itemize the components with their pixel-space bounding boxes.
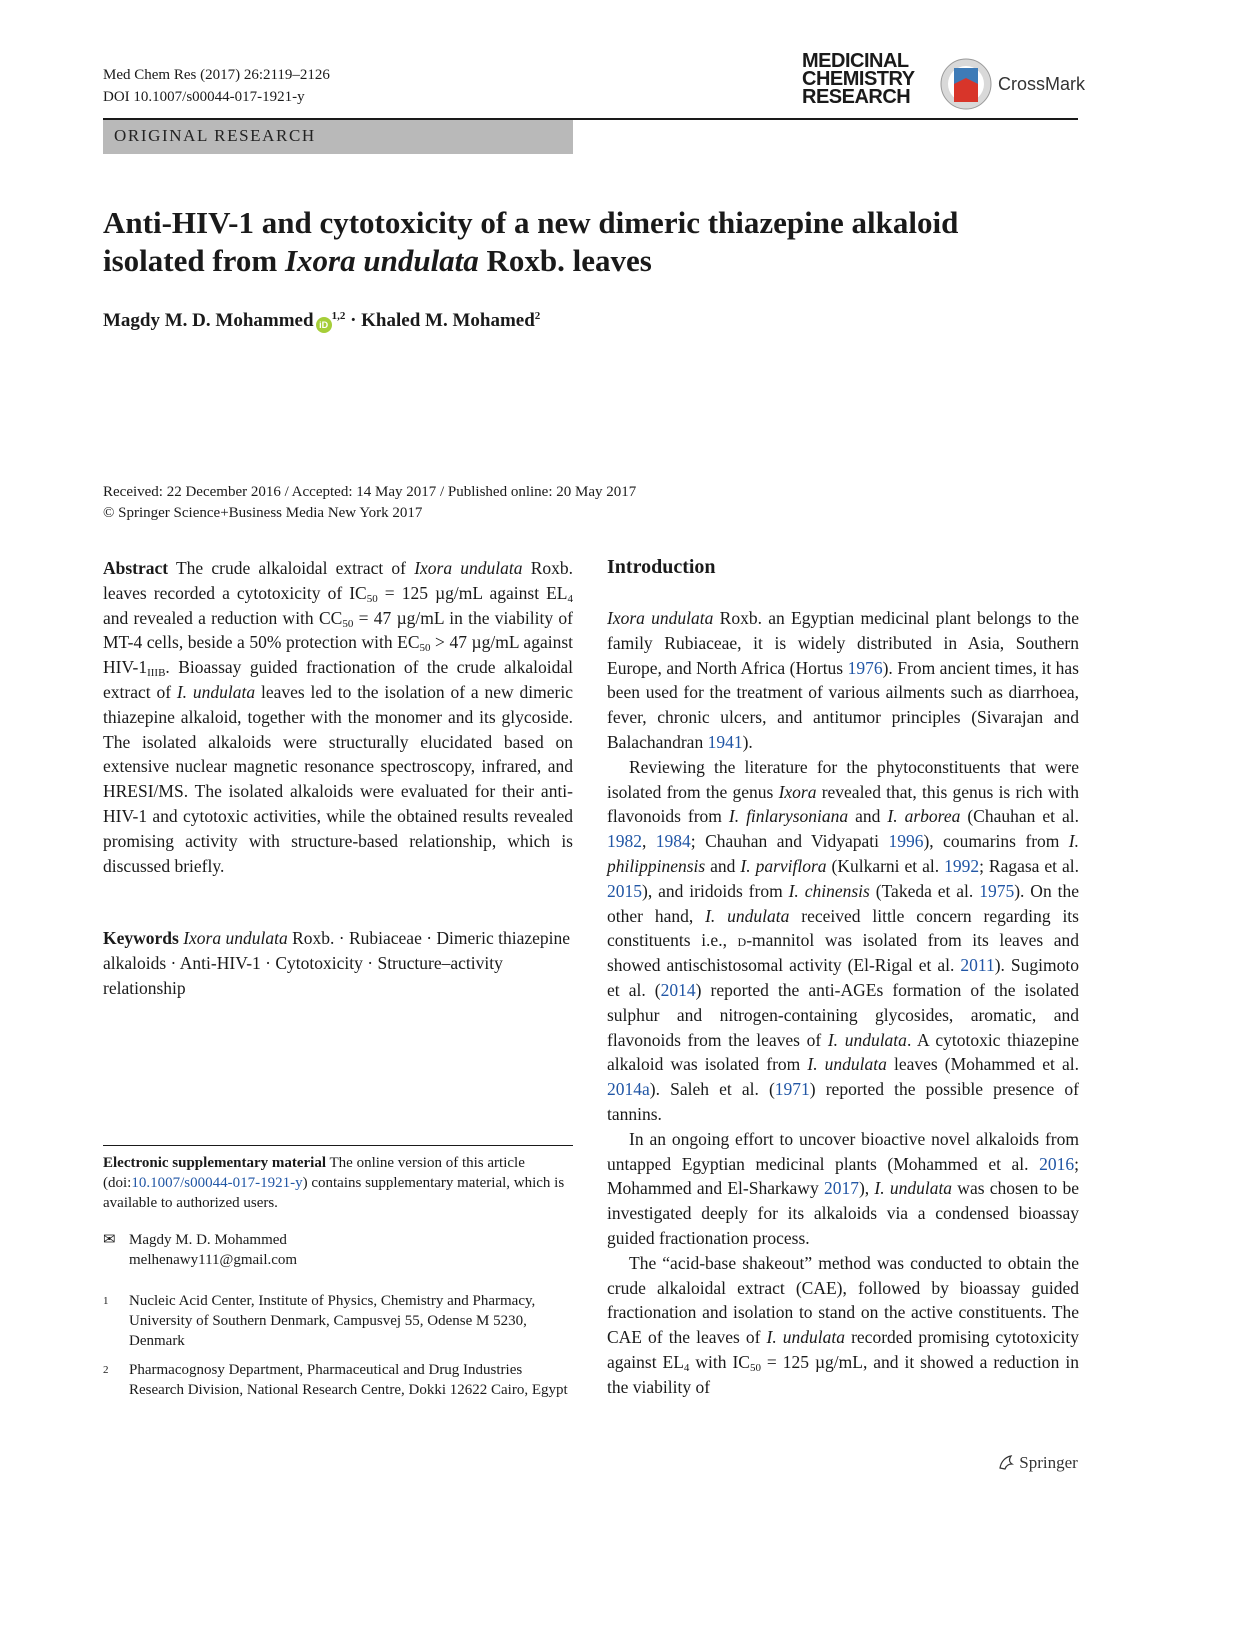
title-suffix: Roxb. leaves xyxy=(478,243,652,278)
article-title xyxy=(103,204,1063,280)
author-1[interactable]: Magdy M. D. Mohammed xyxy=(103,310,314,331)
logo-line-1: MEDICINAL xyxy=(802,50,909,72)
journal-reference: Med Chem Res (2017) 26:2119–2126 xyxy=(103,67,330,83)
esm-note: Electronic supplementary material The online version of this article (doi:10.1007/s00044-017-1921-y) contains supplementary material, which is available to authorized users. xyxy=(103,1155,565,1211)
envelope-icon: ✉ xyxy=(103,1232,116,1248)
keywords-label: Keywords xyxy=(103,928,179,948)
intro-paragraph-4: The “acid-base shakeout” method was conducted to obtain the crude alkaloidal extract (CAE), followed by bioassay guided fractionation and isolation to stand on the active constituents. The CAE of the leaves of I. undulata recorded promising cytotoxicity against $EL_4$ with $IC_{50} = 125$ µg/mL, and it showed a reduction in the viability of xyxy=(607,1252,1079,1397)
history-dates: Received: 22 December 2016 / Accepted: 14 May 2017 / Published online: 20 May 2017 xyxy=(103,484,637,500)
affiliation-2-number: 2 xyxy=(103,1364,109,1376)
author-list xyxy=(103,310,540,333)
esm-label: Electronic supplementary material xyxy=(103,1155,327,1171)
affiliation-1 xyxy=(103,1291,573,1353)
affiliation-2-text: Pharmacognosy Department, Pharmaceutical and Drug Industries Research Division, National Research Centre, Dokki 12622 Cairo, Egypt xyxy=(129,1362,568,1398)
author-2[interactable]: Khaled M. Mohamed xyxy=(361,310,535,331)
author-2-affiliation: 2 xyxy=(534,310,541,322)
affiliation-1-number: 1 xyxy=(103,1295,109,1307)
logo-line-3: RESEARCH xyxy=(802,86,911,108)
author-separator: · xyxy=(345,310,362,331)
title-species: Ixora undulata xyxy=(284,243,479,278)
copyright: © Springer Science+Business Media New York 2017 xyxy=(103,505,423,521)
section-tag xyxy=(103,120,573,154)
corresponding-email[interactable]: melhenawy111@gmail.com xyxy=(129,1252,298,1268)
logo-line-2: CHEMISTRY xyxy=(802,68,915,90)
journal-logo[interactable] xyxy=(802,52,932,106)
springer-horse-icon xyxy=(997,1453,1015,1471)
springer-logo xyxy=(997,1453,1078,1473)
author-1-affiliation: 1,2 xyxy=(331,310,346,322)
esm-doi-link[interactable]: 10.1007/s00044-017-1921-y xyxy=(131,1175,303,1191)
orcid-icon[interactable]: iD xyxy=(316,317,332,333)
section-label: ORIGINAL RESEARCH xyxy=(114,126,316,145)
abstract: Abstract The crude alkaloidal extract of Ixora undulata Roxb. leaves recorded a cytotoxicity of $IC_{50} = 125$ µg/mL against $EL_4$ and revealed a reduction with $CC_{50} = 47$ µg/mL in the viability of MT-4 cells, beside a 50% protection with $EC_{50} > 47$ µg/mL against HIV-$1_{IIIB}$. Bioassay guided fractionation of the crude alkaloidal extract of I. undulata leaves led to the isolation of a new dimeric thiazepine alkaloid, together with the monomer and its glycoside. The isolated alkaloids were structurally elucidated based on extensive nuclear magnetic resonance spectroscopy, infrared, and HRESI/MS. The isolated alkaloids were evaluated for their anti-HIV-1 and cytotoxic activities, while the obtained results revealed promising activity with structure-based relationship, which is discussed briefly. xyxy=(103,558,574,876)
intro-paragraph-1: Ixora undulata Roxb. an Egyptian medicinal plant belongs to the family Rubiaceae, it is widely distributed in Asia, Southern Europe, and North Africa (Hortus 1976). From ancient times, it has been used for the treatment of various ailments such as diarrhoea, fever, chronic ulcers, and antitumor principles (Sivarajan and Balachandran 1941). xyxy=(607,608,1079,752)
introduction-heading: Introduction xyxy=(607,556,716,578)
publisher-name: Springer xyxy=(1019,1453,1078,1472)
crossmark-icon[interactable] xyxy=(940,58,992,110)
footnote-rule xyxy=(103,1145,573,1146)
introduction-body xyxy=(607,606,1079,1400)
abstract-label: Abstract xyxy=(103,558,169,578)
doi: DOI 10.1007/s00044-017-1921-y xyxy=(103,89,305,105)
keywords: Keywords Ixora undulata Roxb. · Rubiaceae · Dimeric thiazepine alkaloids · Anti-HIV-1 · Cytotoxicity · Structure–activity relationship xyxy=(103,928,571,998)
title-text: Anti-HIV-1 and cytotoxicity of a new dimeric thiazepine alkaloid isolated from xyxy=(103,205,959,278)
intro-paragraph-3: In an ongoing effort to uncover bioactive novel alkaloids from untapped Egyptian medicinal plants (Mohammed et al. 2016; Mohammed and El-Sharkawy 2017), I. undulata was chosen to be investigated deeply for its alkaloids via a condensed bioassay guided fractionation process. xyxy=(607,1128,1079,1248)
crossmark-label[interactable]: CrossMark xyxy=(998,74,1086,94)
affiliation-1-text: Nucleic Acid Center, Institute of Physics, Chemistry and Pharmacy, University of Southern Denmark, Campusvej 55, Odense M 5230, Denmark xyxy=(129,1293,536,1349)
corresponding-name: Magdy M. D. Mohammed xyxy=(129,1232,287,1248)
article-dates xyxy=(103,482,636,524)
intro-paragraph-2: Reviewing the literature for the phytoconstituents that were isolated from the genus Ixora revealed that, this genus is rich with flavonoids from I. finlarysoniana and I. arborea (Chauhan et al. 1982, 1984; Chauhan and Vidyapati 1996), coumarins from I. philippinensis and I. parviflora (Kulkarni et al. 1992; Ragasa et al. 2015), and iridoids from I. chinensis (Takeda et al. 1975). On the other hand, I. undulata received little concern regarding its constituents i.e., d-mannitol was isolated from its leaves and showed antischistosomal activity (El-Rigal et al. 2011). Sugimoto et al. (2014) reported the anti-AGEs formation of the isolated sulphur and nitrogen-containing glycosides, aromatic, and flavonoids from the leaves of I. undulata. A cytotoxic thiazepine alkaloid was isolated from I. undulata leaves (Mohammed et al. 2014a). Saleh et al. (1971) reported the possible presence of tannins. xyxy=(607,756,1080,1124)
affiliation-2 xyxy=(103,1360,573,1422)
